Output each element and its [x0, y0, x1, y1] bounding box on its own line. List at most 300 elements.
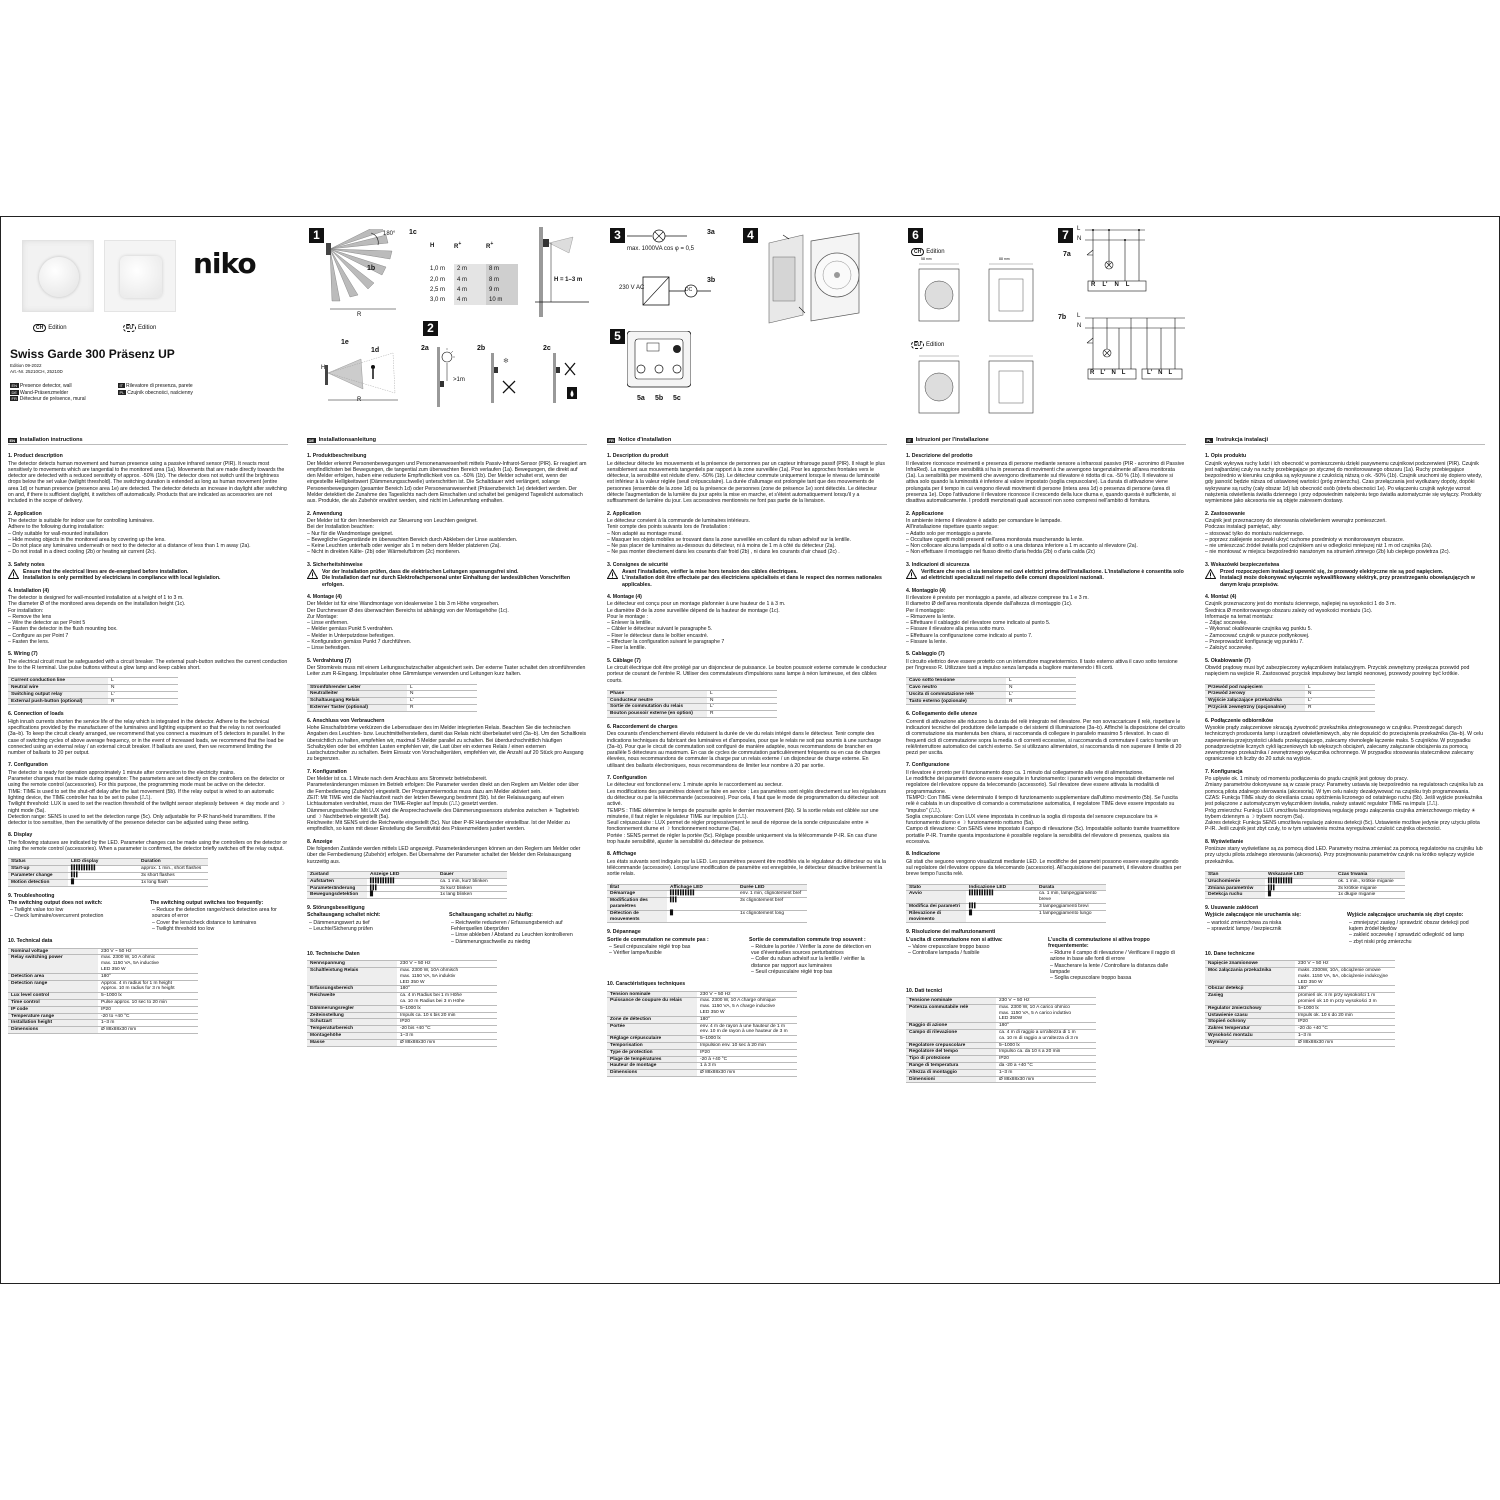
wiring-table-wrap [906, 677, 1186, 705]
terminals-7b-1: R L' N L [1090, 370, 1126, 376]
table-cell: 3 lampeggiamenti brevi [1036, 903, 1106, 910]
table-cell: 1–3 m [98, 1020, 198, 1027]
paragraph: The electrical circuit must be safeguarded with a circuit breaker. The external push-button switches the current conduction line to the R terminal. Use pulse buttons without a glow lamp and keep cables short. [8, 658, 288, 671]
table-cell: 5–1000 lx [98, 993, 198, 1000]
section-1 [1205, 718, 1485, 763]
table-cell: Obszar detekcji [1205, 986, 1295, 993]
paragraph: – Remove the lens [8, 613, 52, 620]
list-item: – Vérifier lampe/fusible [609, 950, 662, 957]
table-cell: 1–3 m [996, 1069, 1096, 1076]
troubleshooting-title: The switching output does not switch: [8, 899, 103, 906]
table-cell: Masse [307, 1039, 397, 1046]
dimension-drawing-ch [909, 261, 1039, 327]
table-row [1205, 1026, 1395, 1033]
label-1b: 1b [367, 265, 376, 272]
table-cell: Bewegungsdetektion [307, 892, 367, 899]
table-cell: 230 V ~ 50 Hz [996, 997, 1096, 1004]
paragraph: The diameter Ø of the monitored area depends on the installation height (1c). [8, 601, 186, 608]
section-heading: 1. Product description [8, 453, 63, 460]
paragraph: Der Stromkreis muss mit einem Leitungsschutzschalter abgesichert sein. Der externe Taster schaltet den stromführenden Leiter zum R-Eingang. Impulstaster ohne Glimmlampe verwenden und Leitungen kurz halten. [307, 664, 586, 678]
warning-icon [906, 569, 917, 579]
table-cell: ca. 4 m di raggio a un'altezza di 1 m ca. 10 m di raggio a un'altezza di 3 m [996, 1029, 1096, 1042]
paragraph: – nie umieszczać źródeł światła pod czujnikiem ani w odległości mniejszej niż 1 m od czujnika (2a). [1205, 543, 1433, 550]
list-item: – Linse abkleben / Abstand zu Leuchten kontrollieren [451, 932, 573, 939]
section-heading: 8. Anzeige [307, 838, 333, 845]
table-cell: Ø 88x88x30 mm [996, 1076, 1096, 1083]
table-cell: Campo di rilevazione [906, 1029, 996, 1042]
column-title: Installationsanleitung [318, 437, 377, 443]
table-row [8, 955, 198, 973]
table-cell: Detection range [8, 980, 98, 993]
label-5b: 5b [655, 395, 664, 402]
wiring-table-wrap [607, 690, 887, 718]
paragraph: Zakres detekcji: Funkcja SENS umożliwia regulację zakresu detekcji (5c). Ustawienie możliwe jedynie przy użyciu pilota P-IR. Jeśli czujnik jest zbyt czuły, to w tym ustawieniu można wyregulować czułość czujnika obecności. [1205, 820, 1480, 833]
label-5c: 5c [673, 395, 681, 402]
table-row [1205, 1012, 1395, 1019]
technical-data [906, 988, 1186, 1084]
paragraph: Le détecteur est conçu pour un montage plafonnier à une hauteur de 1 à 3 m. [607, 601, 786, 608]
technical-data-table [1205, 960, 1395, 1046]
paragraph: Dämmerungsschwelle: Mit LUX wird die Ansprechschwelle des Dämmerungssensors stufenlos zwischen ☀ Tagbetrieb und ☽ Nachtbetrieb eingestellt (5a). [307, 807, 579, 820]
column-heading [8, 437, 288, 445]
table-cell: Ø 88x88x30 mm [397, 1039, 497, 1046]
table-cell: L [407, 684, 477, 691]
table-row [607, 991, 797, 998]
list-item: – Dämmerungswert zu tief [309, 919, 370, 926]
led-pattern: ▌▌▌▌▌▌▌▌▌▌ [367, 878, 437, 885]
table-cell: R [407, 704, 477, 711]
language-code: FR [608, 437, 614, 443]
section-heading: 9. Risoluzione dei malfunzionamenti [906, 929, 996, 936]
table-cell: 5–1000 lx [1295, 1005, 1395, 1012]
presence-zones-diagram [323, 345, 413, 405]
table-row [607, 1049, 797, 1056]
section-heading: 6. Collegamento delle utenze [906, 711, 978, 718]
column-de [307, 437, 587, 1053]
table-cell: Rilevazione di movimento [906, 910, 966, 923]
led-pattern: ▌▌▌ [367, 885, 437, 892]
section-heading: 4. Installation (4) [8, 587, 49, 594]
table-cell: N [1305, 691, 1375, 698]
section-4 [8, 588, 288, 646]
paragraph: Hohe Einschaltströme verkürzen die Lebensdauer des im Melder integrierten Relais. Beachten Sie die technischen Angaben des Leuchten- bzw. Leuchtmittelherstellers, damit das Relais nicht überbelastet wird (3a–b). Um den Schaltkreis übersichtlich zu halten, empfehlen wir, maximal 5 Melder parallel zu schalten. Bei überdurchschnittlich häufigen Schaltzyklen oder bei erhöhten Lasten empfehlen wir, die Last über ein externes Relais / einen externen Lastschutzschalter zu schalten. Beim Einsatz von Vorschaltgeräten, empfehlen wir, die Anzahl auf 20 Stück pro Ausgang zu begrenzen. [307, 724, 587, 763]
list-item: – Twilight value too low [10, 907, 64, 914]
table-cell: max. 2300 W, 10 A charge ohmique max. 1150 VA, 5 A charge inductive LED 350 W [697, 998, 797, 1016]
section-heading: 9. Usuwanie zakłóceń [1205, 905, 1259, 912]
dim-88mm: 88 mm [999, 257, 1010, 261]
paragraph: – Fixer la lentille. [607, 645, 646, 652]
paragraph: Der Melder erkennt Personenbewegungen und Personenanwesenheit mittels Passiv-Infrarot-Sensor (PIR). Er reagiert am empfindlichsten bei Bewegungen, die tangential zum überwachten Bereich verlaufen (1a). Bewegungen, die direkt auf den Melder erfolgen, haben eine reduzierte Empfindlichkeit von ca. -50% (1b). Der Melder schaltet erst, wenn der eingestellte Helligkeitswert (Dämmerungsschwelle) unterschritten ist. Die Schaltdauer wird verlängert, solange Personenbewegungen (gesamter Bereich 1d) oder Personenanwesenheit (Präsenzbereich 1e) detektiert werden. Der Melder detektiert die Zunahme des Tageslichts nach dem Einschalten und schaltet bei genügend Tageslicht automatisch aus. Produkte, die als Zubehör erwähnt werden, sind nicht im Lieferumfang enthalten. [307, 460, 587, 505]
section-heading: 9. Dépannage [607, 929, 641, 936]
table-header-cell: LED display [68, 859, 138, 866]
table-cell: Tension nominale [607, 991, 697, 998]
paragraph: – Rimuovere la lente. [906, 613, 956, 620]
paragraph: Der Durchmesser Ø des überwachten Bereichs ist abhängig von der Montagehöhe (1c). [307, 607, 509, 614]
fig7a-L: L [1077, 226, 1081, 232]
paragraph: The following statuses are indicated by the LED. Parameter changes can be made using the controllers on the detector or using the remote control (accessories). When a parameter is confirmed, the detector briefly switches off the relay output. [8, 839, 288, 853]
warning-line: Avant l'installation, vérifier la mise hors tension des câbles électriques. [622, 569, 798, 576]
safety-warning [8, 569, 288, 582]
section-heading: 5. Verdrahtung (7) [307, 657, 352, 664]
table-cell: Uruchomienie [1205, 878, 1265, 885]
section-heading: 7. Configurazione [906, 762, 950, 769]
list-item: – Controllare lampada / fusibile [908, 950, 980, 957]
table-cell: promień ok. 4 m przy wysokości 1 m promień ok 10 m przy wysokości 3 m [1295, 993, 1395, 1006]
table-cell: Start-up [8, 866, 68, 873]
section-3 [906, 851, 1186, 877]
table-cell: Portée [607, 1023, 697, 1036]
table-cell: 1 lampeggiamento lungo [1036, 910, 1106, 923]
table-cell: 5–1000 lx [397, 1005, 497, 1012]
table-cell: Potenza commutabile relè [906, 1004, 996, 1022]
table-cell: Regolatore del tempo [906, 1049, 996, 1056]
table-header-cell: Durée LED [737, 884, 807, 891]
table-cell: Schaltleistung Relais [307, 967, 397, 985]
table-cell: -20 do +40 °C [1295, 1026, 1395, 1033]
lang-fr: FR Détecteur de présence, mural [11, 396, 86, 402]
list-item: – Reichweite reduzieren / Erfassungsbereich auf Fehlerquellen überprüfen [451, 919, 563, 932]
niko-logo: niko [193, 247, 256, 280]
paragraph: Le détecteur convient à la commande de luminaires intérieurs. [607, 517, 751, 524]
table-row [906, 1049, 1096, 1056]
terminals-7b-2: L' N L [1147, 370, 1173, 376]
table-row [607, 1070, 797, 1077]
figure-6-number: 6 [908, 228, 923, 243]
table-cell: Impulsion env. 10 sec à 20 min [697, 1043, 797, 1050]
table-cell: Schaltausgang Relais [307, 698, 407, 705]
table-cell: Neutral wire [8, 685, 108, 692]
section-heading: 10. Dane techniczne [1205, 950, 1255, 957]
fan-angle-label: 180° [383, 231, 396, 237]
technical-data-table [307, 960, 497, 1046]
section-heading: 4. Montage (4) [307, 593, 342, 600]
table-cell: Temperature range [8, 1013, 98, 1020]
paragraph: – Do not install in a direct cooling (2b) or heating air current (2c). [8, 549, 156, 556]
table-row [8, 980, 198, 993]
detection-fan-diagram [326, 229, 416, 324]
paragraph: – Hide moving objects in the monitored area by covering up the lens. [8, 536, 166, 543]
led-pattern: ▌▌▌ [966, 903, 1036, 910]
paragraph: TEMPS : TIME détermine le temps de poursuite après le dernier mouvement (5b). Si la sortie relais est câblée sur une minuterie, il faut régler le régulateur TIME sur impulsion (⎍⎍). [607, 807, 879, 820]
table-cell: N [407, 691, 477, 698]
technical-data [1205, 951, 1485, 1047]
table-row [307, 684, 477, 691]
section-heading: 5. Cablaggio (7) [906, 651, 945, 658]
display-table [607, 884, 807, 924]
table-row [1205, 892, 1405, 899]
table-cell: maks. 2300W, 10A, obciążenie omowe maks. 1150 VA, 5A, obciążenie indukcyjne LED 350 W [1295, 967, 1395, 985]
table-cell: 180° [397, 986, 497, 993]
wiring-table-wrap [1205, 684, 1485, 712]
paragraph: Zmiany parametrów dokonywane są w czasie pracy: Parametry ustawia się bezpośrednio na regulatorach czujnika lub za pomocą pilota zdalnego sterowania (akcesoria). W tym celu należy dezaktywować na czujniku tryb programowania. [1205, 782, 1484, 795]
table-row [307, 993, 497, 1006]
table-cell: Bouton poussoir externe (en option) [607, 711, 707, 718]
table-header-cell: Duration [138, 859, 208, 866]
table-cell: Raggio di azione [906, 1023, 996, 1030]
warning-text [921, 569, 1186, 582]
table-cell: 1 à 3 m [697, 1063, 797, 1070]
table-cell: env. 1 min, clignotement bref [737, 891, 807, 898]
section-heading: 3. Consignes de sécurité [607, 561, 669, 568]
table-cell: IP code [8, 1006, 98, 1013]
section-heading: 5. Câblage (7) [607, 657, 641, 664]
troubleshooting-title: Schaltausgang schaltet zu häufig: [449, 912, 533, 919]
label-3a: 3a [707, 229, 715, 236]
table-row [1205, 698, 1375, 705]
table-row [1205, 885, 1405, 892]
table-cell: Ustawienie czasu [1205, 1012, 1295, 1019]
section-5 [8, 651, 288, 671]
table-cell: Przycisk zewnętrzny (opcjonalnie) [1205, 704, 1305, 711]
section-heading: 7. Konfiguracja [1205, 768, 1243, 775]
paragraph: Il diametro Ø dell'area monitorata dipende dall'altezza di montaggio (1c). [906, 601, 1073, 608]
table-row [607, 690, 777, 697]
warning-text [23, 569, 220, 582]
wiring-table [607, 690, 777, 718]
table-cell: Lux level control [8, 993, 98, 1000]
table-cell: Temporisation [607, 1043, 697, 1050]
table-cell: Ø 88x88x30 mm [1295, 1039, 1395, 1046]
label-1d: 1d [371, 347, 380, 354]
paragraph: – poprzez zaklejenie soczewki ukryć ruchome przedmioty w monitorowanym obszarze. [1205, 536, 1405, 543]
table-cell: Dimensions [607, 1070, 697, 1077]
warning-line: Vor der Installation prüfen, dass die elektrischen Leitungen spannungsfrei sind. [322, 569, 519, 576]
paragraph: ZEIT: Mit TIME wird die Nachlaufzeit nach der letzten Bewegung bestimmt (5b). Ist der Relaisausgang auf einen Lichtautomaten verdrahtet, muss der TIME-Regler auf Impuls (⎍⎍) gesetzt werden. [307, 794, 564, 808]
section-heading: 8. Indicazione [906, 851, 941, 858]
paragraph: Der Melder ist für den Innenbereich zur Steuerung von Leuchten geeignet. [307, 517, 478, 524]
paragraph: Detection range: SENS is used to set the detection range (5c). Only adjustable for P-IR hand-held transmitters. If the detector is too sensitive, then the sensitivity of the presence detector can be adjusted using these setting. [8, 813, 276, 827]
paragraph: TIME: TIME is used to set the shut-off delay after the last movement (5b). If the relay output is wired to an automatic lighting device, the TIME controller has to be set to pulse (⎍⎍). [8, 788, 274, 801]
warning-text [622, 569, 887, 588]
table-header-cell: Indicazione LED [966, 884, 1036, 891]
table-header-cell: Affichage LED [667, 884, 737, 891]
table-cell: Stopień ochrony [1205, 1019, 1295, 1026]
table-row [906, 1004, 1096, 1022]
paragraph: Il rilevatore è pronto per il funzionamento dopo ca. 1 minuto dal collegamento alla rete di alimentazione. [906, 769, 1144, 776]
table-cell: IP20 [397, 1019, 497, 1026]
led-pattern: ▌▌▌▌▌▌▌▌▌▌ [966, 891, 1036, 904]
table-row [307, 961, 497, 968]
lang-it: IT Rilevatore di presenza, parete [119, 383, 193, 389]
paragraph: The detector is ready for operation approximately 1 minute after connection to the electricity mains. [8, 769, 235, 776]
section-1 [1205, 453, 1485, 504]
table-row [906, 910, 1106, 923]
paragraph: Tenir compte des points suivants lors de l'installation : [607, 524, 731, 531]
paragraph: Der Melder ist für eine Wandmontage von idealerweise 1 bis 3 m Höhe vorgesehen. [307, 601, 500, 608]
paragraph: Obwód prądowy musi być zabezpieczony wyłącznikiem instalacyjnym. Przycisk zewnętrzny przełącza przewód pod napięciem na wejście R. Zastosować przycisk impulsowy bez lampki neonowej, przewody powinny być krótkie. [1205, 664, 1470, 678]
table-cell: Pulse approx. 10 sec to 20 min [98, 999, 198, 1006]
table-cell: R [1305, 704, 1375, 711]
section-3 [906, 562, 1186, 582]
table-cell: Zasięg [1205, 993, 1295, 1006]
table-cell: Modification des paramètres [607, 898, 667, 911]
table-cell: 180° [697, 1016, 797, 1023]
table-cell: 1x lang blinken [437, 892, 507, 899]
section-heading: 1. Descrizione del prodotto [906, 453, 973, 460]
paragraph: – Masquer les objets mobiles se trouvant dans la zone surveillée en collant du ruban adhésif sur la lentille. [607, 536, 851, 543]
table-cell: Parameteränderung [307, 885, 367, 892]
paragraph: – Założyć soczewkę. [1205, 645, 1253, 652]
technical-data [307, 951, 587, 1047]
section-heading: 10. Technical data [8, 938, 53, 945]
edition-date: Edition 09-2022 [10, 363, 42, 368]
troubleshooting-title: L'uscita di commutazione non si attiva: [906, 936, 1003, 943]
warning-line: Verificare che non ci sia tensione nei cavi elettrici prima dell'installazione. L'installazione è consentita solo ad elettricisti specializzati nel rispetto delle comuni disposizioni nazionali. [921, 569, 1184, 582]
table-cell: max. 2300 W, 10 A ohmic max. 1150 VA, 5A inductive LED 350 W [98, 955, 198, 973]
paragraph: Il circuito elettrico deve essere protetto con un interruttore magnetotermico. Il tasto esterno attiva il cavo sotto tensione per l'ingresso R. Utilizzare tasti a impulso senza lampada a bagliore mantenendo i fili corti. [906, 658, 1178, 671]
table-row [307, 698, 477, 705]
table-row [8, 678, 178, 685]
paragraph: – stosować tylko do montażu naściennego. [1205, 530, 1304, 537]
figure-2-number: 2 [423, 321, 438, 336]
paragraph: – Non collocare alcuna lampada al di sotto o a una distanza inferiore a 1 m accanto al rilevatore (2a). [906, 543, 1138, 550]
paragraph: Les modifications des paramètres doivent se faire en service : Les paramètres sont réglés directement sur les régulateurs du détecteur ou par la télécommande (accessoires). Pour cela, il faut que le mode de programmation du détecteur soit activé. [607, 788, 887, 808]
led-pattern: ▌▌▌ [667, 898, 737, 911]
table-cell: L' [407, 698, 477, 705]
led-pattern: ▌▌▌ [1265, 885, 1335, 892]
paragraph: Le circuit électrique doit être protégé par un disjoncteur de puissance. Le bouton poussoir externe commute le conducteur porteur de courant de l'entrée R. Utiliser des commutateurs d'impulsions sans lampe à néon lumineuse, et des câbles courts. [607, 664, 887, 684]
paragraph: The detector detects human movement and human presence using a passive infrared sensor (PIR). It reacts most sensitively to movements which are tangential to the monitored area (1a). Movements that are made directly towards the detector are detected with a reduced sensitivity of approx. -50% (1b). The detector does not switch until the brightness drops below the set value (twilight threshold). The switching duration is extended as long as human movement (entire area 1d) or human presence (presence area 1e) are detected. The detector detects an increase in daylight after switching on and, if there is sufficient daylight, it switches off automatically. Products that are indicated as accessories are not included in the scope of delivery. [8, 460, 287, 505]
table-cell: Ø 88x88x30 mm [697, 1070, 797, 1077]
troubleshooting-block [1048, 937, 1178, 982]
section-4 [307, 594, 587, 652]
warning-line: Przed rozpoczęciem instalacji upewnić się, że przewody elektryczne nie są pod napięciem. [1220, 569, 1444, 576]
table-cell: Dämmerungsregler [307, 1005, 397, 1012]
table-cell: Puissance de coupure du relais [607, 998, 697, 1016]
section-heading: 7. Configuration [8, 762, 48, 769]
table-cell: L [1006, 678, 1076, 685]
table-row [8, 879, 208, 886]
product-photo-eu [104, 240, 176, 312]
table-row [8, 999, 198, 1006]
label-3b: 3b [707, 277, 716, 284]
table-cell: Impulso ca. da 10 s a 20 min [996, 1049, 1096, 1056]
list-item: – Dämmerungsschwelle zu niedrig [451, 938, 531, 945]
section-heading: 8. Display [8, 832, 33, 839]
section-2 [906, 762, 1186, 845]
column-fr [607, 437, 887, 1083]
table-header-row [607, 884, 807, 891]
table-cell: Reichweite [307, 993, 397, 1006]
table-cell: N [1006, 685, 1076, 692]
table-row [607, 1043, 797, 1050]
paragraph: High inrush currents shorten the service life of the relay which is integrated in the detector. Adhere to the technical specifications provided by the manufacturer of the luminaires and lighting equipment so that the relay is not overloaded (3a–b). To keep the circuit clearly arranged, we recommend that you connect a maximum of 5 detectors in parallel. In the case of switching cycles of above average frequency, or in the event of increased loads, we recommend that the load be connected using an external relay / an external circuit breaker. If ballasts are used, then we recommend limiting the number of ballasts to 20 per output. [8, 718, 285, 757]
table-row [8, 948, 198, 955]
figure-3-number: 3 [610, 228, 625, 243]
section-2 [307, 769, 587, 833]
list-item: – Valore crepuscolare troppo basso [908, 943, 990, 950]
troubleshooting-title: Sortie de commutation ne commute pas : [607, 936, 709, 943]
paragraph: – Melder gemäss Punkt 5 verdrahten. [307, 626, 394, 633]
list-item: – Seuil crépusculaire réglé trop bas [609, 943, 691, 950]
table-row [607, 1023, 797, 1036]
led-pattern: █ [1265, 892, 1335, 899]
table-cell: Détection de mouvements [607, 910, 667, 923]
technical-data-table [906, 997, 1096, 1083]
table-cell: Type de protection [607, 1049, 697, 1056]
section-heading: 1. Description du produit [607, 453, 669, 460]
paragraph: – Non adapté au montage mural. [607, 530, 683, 537]
fig6-eu-edition: EU Edition [911, 341, 944, 349]
language-code: PL [1206, 437, 1212, 443]
paragraph: Portée : SENS permet de régler la portée (5c). Réglage possible uniquement via la télécommande P-IR. En cas d'une trop haute sensibilité, ajuster la sensibilité du détecteur de présence. [607, 832, 878, 846]
list-item: – zbyt niski próg zmierzchu [1349, 938, 1412, 945]
section-2 [607, 775, 887, 845]
safety-warning [607, 569, 887, 588]
troubleshooting [906, 929, 1186, 981]
table-cell: L' [707, 704, 777, 711]
table-cell: Stromführender Leiter [307, 684, 407, 691]
table-row [906, 1029, 1096, 1042]
list-item: – Seuil crépusculaire réglé trop bas [751, 969, 833, 976]
paragraph: Le modifiche dei parametri devono essere eseguite in funzionamento: i parametri vengono impostati direttamente nel regolatore del rilevatore oppure da telecomando (accessorio). Sul rilevatore deve essere attivata la modalità di programmazione. [906, 776, 1175, 795]
paragraph: TEMPO: Con TIME viene determinato il tempo di funzionamento supplementare dall'ultimo movimento (5b). Se l'uscita relè è cablata in un dispositivo di comando a commutazione automatica, il regolatore TIME deve essere impostato su "impulso" (⎍⎍). [906, 794, 1178, 814]
section-heading: 9. Störungsbeseitigung [307, 905, 365, 912]
table-row [8, 691, 178, 698]
figure-7-number: 7 [1058, 228, 1073, 243]
table-row [307, 1032, 497, 1039]
table-cell: Dimensioni [906, 1076, 996, 1083]
table-cell: Wysokość montażu [1205, 1032, 1295, 1039]
paragraph: – Bewegliche Gegenstände im überwachten Bereich durch Abkleben der Linse ausblenden. [307, 536, 518, 543]
paragraph: – Only suitable for wall-mounted installation [8, 530, 109, 537]
table-row [906, 1056, 1096, 1063]
table-cell: External push-button (optional) [8, 698, 108, 705]
table-row [906, 691, 1076, 698]
table-cell: Impuls ok. 10 s do 20 min [1295, 1012, 1395, 1019]
table-cell: 1x clignotement long [737, 910, 807, 923]
table-cell: env. 4 m de rayon à une hauteur de 1 m env. 10 m de rayon à une hauteur de 3 m [697, 1023, 797, 1036]
paragraph: Gli stati che seguono vengono visualizzati mediante LED. Le modifiche dei parametri possono essere eseguite agendo sul regolatore del rilevatore oppure da telecomando (accessorio). All'acquisizione dei parametri, il rilevatore disattiva per breve tempo l'uscita relè. [906, 858, 1182, 878]
table-row [307, 885, 507, 892]
table-cell: Hauteur de montage [607, 1063, 697, 1070]
lang-en: EN Presence detector, wall [11, 383, 72, 389]
table-cell: Zmiana parametrów [1205, 885, 1265, 892]
paragraph: – Configure as per Point 7 [8, 632, 69, 639]
troubleshooting [307, 905, 587, 945]
troubleshooting-title: The switching output switches too frequently: [150, 899, 264, 906]
table-row [8, 1013, 198, 1020]
warning-icon [8, 569, 19, 579]
section-heading: 7. Configuration [607, 775, 647, 782]
eu-badge: EU [123, 324, 136, 332]
dc-label: DC [685, 287, 693, 293]
section-heading: 10. Caractéristiques techniques [607, 981, 686, 988]
paragraph: – Wire the detector as per Point 5 [8, 620, 86, 627]
technical-data-table [607, 991, 797, 1077]
list-item: – Ridurre il campo di rilevazione / Verificare il raggio di azione in base alle fonti di errore [1050, 950, 1175, 963]
table-cell: ok. 1 min., krótkie miganie [1335, 878, 1405, 885]
table-cell: approx. 1 min., short flashes [138, 866, 208, 873]
table-cell: -20 to +40 °C [98, 1013, 198, 1020]
list-item: – Twilight threshold too low [152, 926, 215, 932]
label-2b: 2b [477, 345, 486, 352]
table-cell: R [1006, 698, 1076, 705]
max-va-label: max. 1000VA cos φ = 0,5 [627, 246, 694, 252]
section-heading: 7. Konfiguration [307, 768, 347, 775]
paragraph: Le détecteur détecte les mouvements et la présence de personnes par un capteur infrarouge passif (PIR). Il réagit le plus sensiblement aux mouvements tangentiels par rapport à la zone surveillée (1a). Pour les approches frontales vers le détecteur, la sensibilité est réduite d'env. -50% (1b). Le détecteur commute uniquement lorsque le niveau de luminosité est inférieur à la valeur réglée (seuil crépusculaire). La durée d'allumage est prolongée tant que des mouvements de personnes (ensemble de la zone 1d) ou la présence de personnes (zone de présence 1e) sont détectés. Le détecteur détecte l'augmentation de la lumière du jour après la mise en marche, et s'éteint automatiquement lorsqu'il y a suffisamment de lumière du jour. Les accessoires mentionnés ne font pas partie de la livraison. [607, 460, 885, 505]
paragraph: Próg zmierzchu: Funkcja LUX umożliwia bezstopniową regulację progu załączenia czujnika zmierzchowego między ☀ trybem dziennym a ☽ trybem nocnym (5a). [1205, 807, 1476, 820]
controls-panel-diagram [627, 331, 691, 391]
paragraph: – Enlever la lentille. [607, 620, 652, 627]
warning-text [1220, 569, 1485, 588]
section-heading: 4. Montaggio (4) [906, 587, 946, 594]
table-cell: IP20 [996, 1056, 1096, 1063]
table-cell: Regolatore crepuscolare [906, 1042, 996, 1049]
section-heading: 6. Connection of loads [8, 711, 64, 718]
warning-icon [1205, 569, 1216, 579]
table-cell: Aufstarten [307, 878, 367, 885]
